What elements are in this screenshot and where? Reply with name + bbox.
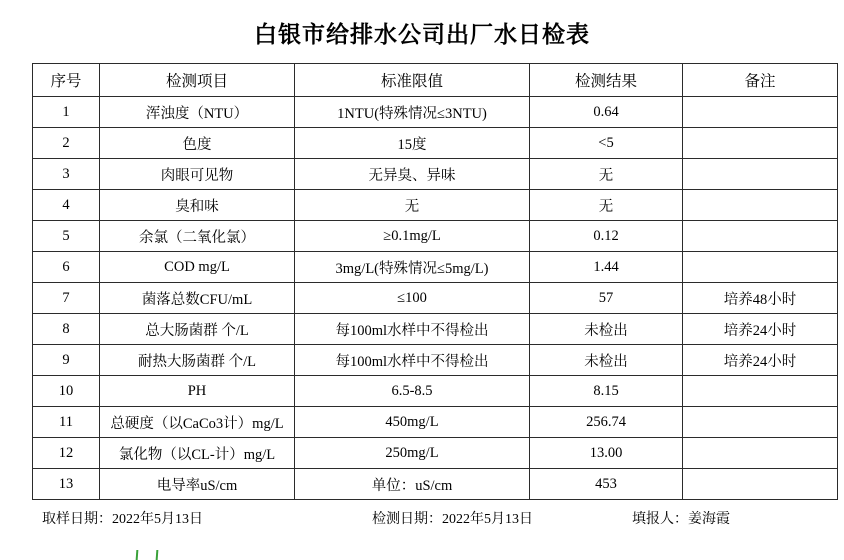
cell-no: 1 xyxy=(33,97,100,128)
cell-no: 4 xyxy=(33,190,100,221)
cell-result: <5 xyxy=(530,128,683,159)
cell-note: 培养24小时 xyxy=(683,345,838,376)
cell-no: 11 xyxy=(33,407,100,438)
cell-result: 无 xyxy=(530,190,683,221)
cell-note: 培养24小时 xyxy=(683,314,838,345)
cell-no: 7 xyxy=(33,283,100,314)
header-note: 备注 xyxy=(683,64,838,97)
table-row xyxy=(33,190,838,221)
cell-item: 氯化物（以CL-计）mg/L xyxy=(100,438,295,469)
footer xyxy=(0,500,844,528)
cell-item: 色度 xyxy=(100,128,295,159)
cell-std: 6.5-8.5 xyxy=(295,376,530,407)
header-std: 标准限值 xyxy=(295,64,530,97)
cell-item: 总大肠菌群 个/L xyxy=(100,314,295,345)
table-row xyxy=(33,283,838,314)
page-edge-mark-icon xyxy=(136,550,159,560)
cell-note xyxy=(683,221,838,252)
cell-note xyxy=(683,376,838,407)
cell-std: 250mg/L xyxy=(295,438,530,469)
cell-result: 未检出 xyxy=(530,345,683,376)
cell-item: 总硬度（以CaCo3计）mg/L xyxy=(100,407,295,438)
cell-item: 余氯（二氧化氯） xyxy=(100,221,295,252)
cell-item: PH xyxy=(100,376,295,407)
cell-note xyxy=(683,407,838,438)
cell-note: 培养48小时 xyxy=(683,283,838,314)
cell-result: 8.15 xyxy=(530,376,683,407)
cell-no: 9 xyxy=(33,345,100,376)
table-row xyxy=(33,97,838,128)
cell-no: 10 xyxy=(33,376,100,407)
table-row xyxy=(33,345,838,376)
water-inspection-table xyxy=(32,63,838,500)
cell-result: 未检出 xyxy=(530,314,683,345)
cell-note xyxy=(683,97,838,128)
cell-item: 肉眼可见物 xyxy=(100,159,295,190)
cell-std: 3mg/L(特殊情况≤5mg/L) xyxy=(295,252,530,283)
cell-result: 256.74 xyxy=(530,407,683,438)
cell-item: 电导率uS/cm xyxy=(100,469,295,500)
header-row xyxy=(33,64,838,97)
cell-note xyxy=(683,128,838,159)
cell-item: 浑浊度（NTU） xyxy=(100,97,295,128)
table-header xyxy=(33,64,838,97)
table-row xyxy=(33,221,838,252)
table-row xyxy=(33,159,838,190)
table-body xyxy=(33,97,838,500)
cell-item: COD mg/L xyxy=(100,252,295,283)
cell-result: 13.00 xyxy=(530,438,683,469)
table-container xyxy=(0,63,844,500)
table-row xyxy=(33,469,838,500)
cell-std: ≥0.1mg/L xyxy=(295,221,530,252)
table-row xyxy=(33,376,838,407)
cell-item: 臭和味 xyxy=(100,190,295,221)
cell-no: 8 xyxy=(33,314,100,345)
cell-no: 5 xyxy=(33,221,100,252)
header-no: 序号 xyxy=(33,64,100,97)
cell-result: 无 xyxy=(530,159,683,190)
cell-item: 耐热大肠菌群 个/L xyxy=(100,345,295,376)
table-row xyxy=(33,128,838,159)
cell-note xyxy=(683,159,838,190)
test-date: 检测日期：2022年5月13日 xyxy=(372,512,533,527)
sample-date: 取样日期：2022年5月13日 xyxy=(42,512,203,527)
cell-std: 450mg/L xyxy=(295,407,530,438)
cell-std: 单位：uS/cm xyxy=(295,469,530,500)
cell-std: ≤100 xyxy=(295,283,530,314)
table-row xyxy=(33,407,838,438)
cell-std: 每100ml水样中不得检出 xyxy=(295,314,530,345)
cell-result: 453 xyxy=(530,469,683,500)
table-row xyxy=(33,314,838,345)
cell-std: 无 xyxy=(295,190,530,221)
table-row xyxy=(33,438,838,469)
cell-no: 13 xyxy=(33,469,100,500)
cell-std: 无异臭、异味 xyxy=(295,159,530,190)
table-row xyxy=(33,252,838,283)
cell-result: 57 xyxy=(530,283,683,314)
cell-no: 2 xyxy=(33,128,100,159)
cell-note xyxy=(683,190,838,221)
page-title: 白银市给排水公司出厂水日检表 xyxy=(254,22,590,47)
cell-std: 1NTU(特殊情况≤3NTU) xyxy=(295,97,530,128)
reporter: 填报人：姜海霞 xyxy=(632,512,730,527)
header-item: 检测项目 xyxy=(100,64,295,97)
cell-note xyxy=(683,252,838,283)
cell-result: 0.64 xyxy=(530,97,683,128)
cell-std: 每100ml水样中不得检出 xyxy=(295,345,530,376)
cell-result: 0.12 xyxy=(530,221,683,252)
cell-std: 15度 xyxy=(295,128,530,159)
cell-note xyxy=(683,438,838,469)
cell-no: 12 xyxy=(33,438,100,469)
cell-note xyxy=(683,469,838,500)
cell-no: 3 xyxy=(33,159,100,190)
cell-item: 菌落总数CFU/mL xyxy=(100,283,295,314)
cell-result: 1.44 xyxy=(530,252,683,283)
cell-no: 6 xyxy=(33,252,100,283)
header-result: 检测结果 xyxy=(530,64,683,97)
